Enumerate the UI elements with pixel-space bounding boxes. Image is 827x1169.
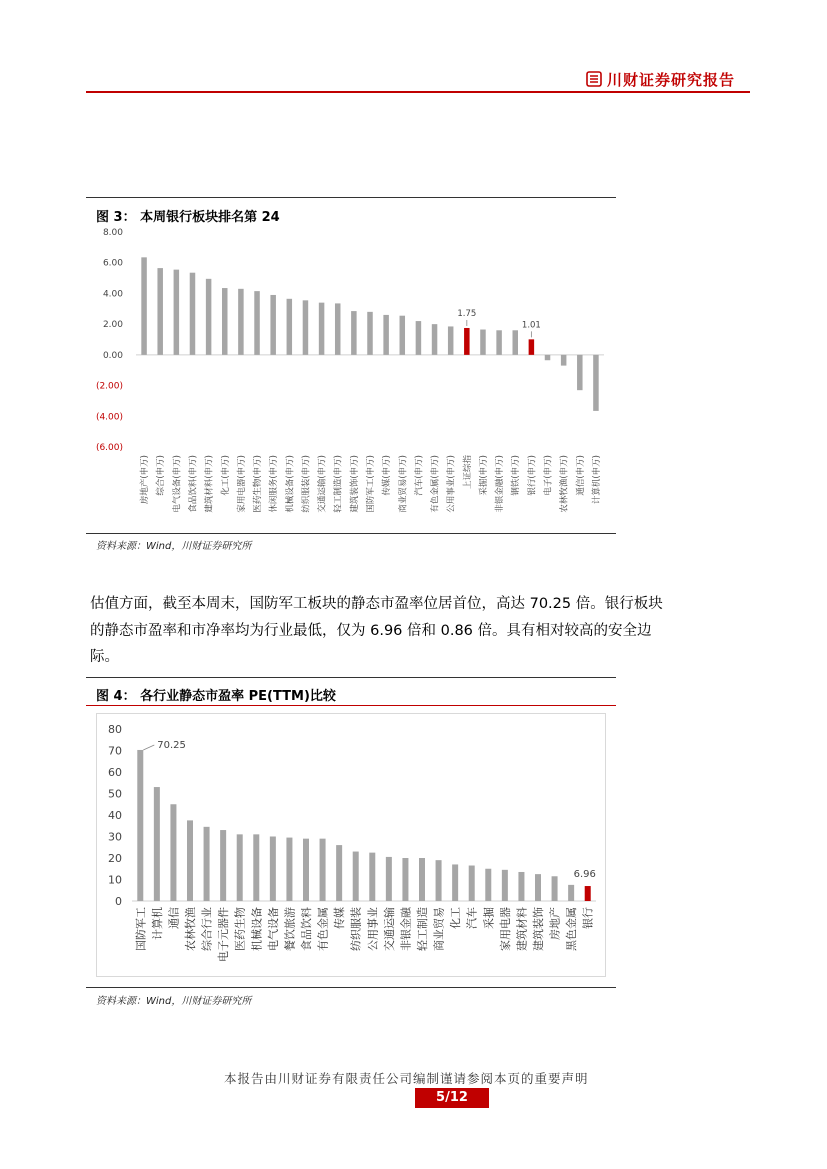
- bar: [319, 303, 325, 355]
- bar: [238, 289, 244, 355]
- x-tick-label: 传媒(申万): [382, 455, 393, 496]
- x-tick-label: 上证综指: [462, 455, 473, 490]
- bar: [480, 330, 486, 355]
- x-tick-label: 通信: [167, 907, 181, 929]
- x-tick-label: 轻工制造: [416, 907, 429, 951]
- bar: [552, 876, 558, 901]
- x-tick-label: 计算机(申万): [591, 455, 602, 505]
- x-tick-label: 医药生物(申万): [253, 455, 264, 513]
- x-tick-label: 交通运输: [382, 907, 396, 951]
- bar: [561, 355, 567, 366]
- y-tick-label: (4.00): [95, 412, 123, 423]
- bar: [464, 328, 470, 355]
- x-tick-label: 食品饮料: [300, 907, 313, 951]
- x-tick-label: 采掘(申万): [478, 455, 489, 496]
- bar: [518, 872, 524, 901]
- x-tick-label: 建筑装饰: [532, 907, 545, 951]
- bar: [335, 303, 341, 354]
- x-tick-label: 机械设备(申万): [285, 455, 296, 513]
- data-label: 6.96: [573, 869, 596, 881]
- figure4-source: 资料来源：Wind，川财证券研究所: [96, 996, 252, 1007]
- footer-disclaimer: 本报告由川财证券有限责任公司编制谨请参阅本页的重要声明: [224, 1071, 589, 1086]
- x-tick-label: 纺织服装: [349, 907, 363, 951]
- bar: [174, 270, 180, 355]
- bar: [577, 355, 583, 390]
- page-number: 5/12: [415, 1088, 489, 1108]
- x-tick-label: 综合(申万): [156, 455, 167, 496]
- y-tick-label: (2.00): [95, 381, 123, 392]
- bar: [436, 860, 442, 901]
- x-tick-label: 银行(申万): [527, 455, 538, 496]
- y-tick-label: 0: [115, 895, 122, 908]
- bar: [419, 858, 425, 901]
- y-tick-label: (6.00): [95, 443, 123, 453]
- x-tick-label: 公用事业: [366, 907, 380, 951]
- bar: [448, 326, 454, 354]
- figure3-bottom-rule: [86, 533, 616, 534]
- x-tick-label: 交通运输(申万): [317, 455, 328, 513]
- header-brand: 川财证券研究报告: [607, 71, 736, 89]
- x-tick-label: 机械设备: [250, 907, 264, 951]
- x-tick-label: 采掘: [482, 907, 496, 929]
- x-tick-label: 综合行业: [200, 907, 214, 951]
- figure3-source: 资料来源：Wind，川财证券研究所: [96, 541, 252, 552]
- bar: [170, 804, 176, 901]
- bar: [270, 837, 276, 902]
- x-tick-label: 计算机: [150, 907, 164, 940]
- x-tick-label: 公用事业(申万): [446, 455, 457, 513]
- figure3-top-rule: [86, 197, 616, 198]
- bar: [157, 268, 163, 355]
- bar: [593, 355, 599, 411]
- paragraph-line: 的静态市盈率和市净率均为行业最低，仅为 6.96 倍和 0.86 倍。具有相对较高的安全边: [90, 623, 652, 639]
- bar: [432, 324, 438, 355]
- paragraph-line: 际。: [90, 649, 119, 665]
- x-tick-label: 农林牧渔(申万): [559, 454, 570, 513]
- bar: [137, 750, 143, 901]
- bar: [535, 874, 541, 901]
- bar: [270, 295, 276, 355]
- bar: [502, 870, 508, 901]
- bar: [237, 834, 243, 901]
- paragraph-line: 估值方面，截至本周末，国防军工板块的静态市盈率位居首位，高达 70.25 倍。银行板块: [90, 596, 663, 612]
- figure4-chart: [96, 713, 606, 977]
- logo-icon: [586, 71, 602, 87]
- figure4-bottom-rule: [86, 987, 616, 988]
- data-label: 1.75: [457, 308, 477, 319]
- bar: [206, 279, 212, 355]
- figure4-title-rule: [86, 705, 616, 706]
- bar: [204, 827, 210, 901]
- bar: [351, 311, 357, 355]
- bar: [369, 853, 375, 901]
- x-tick-label: 建筑材料: [515, 907, 529, 951]
- x-tick-label: 轻工制造(申万): [333, 455, 344, 513]
- x-tick-label: 黑色金属: [565, 907, 579, 951]
- y-tick-label: 40: [108, 809, 122, 822]
- bar: [367, 312, 373, 355]
- x-tick-label: 非银金融: [399, 907, 413, 951]
- data-label-leader: [143, 745, 154, 750]
- bar: [303, 300, 309, 355]
- bar: [220, 830, 226, 901]
- bar: [512, 330, 518, 355]
- figure3-chart: [86, 226, 616, 532]
- x-tick-label: 银行: [581, 907, 595, 929]
- x-tick-label: 钢铁(申万): [511, 455, 522, 496]
- data-label: 1.01: [521, 320, 541, 331]
- bar: [585, 886, 591, 901]
- bar: [222, 288, 228, 355]
- y-tick-label: 80: [108, 723, 122, 736]
- data-label: 70.25: [157, 739, 186, 751]
- x-tick-label: 电气设备: [266, 907, 280, 951]
- bar: [286, 838, 292, 901]
- bar: [485, 869, 491, 901]
- bar: [402, 858, 408, 901]
- x-tick-label: 电子元器件: [217, 907, 231, 962]
- x-tick-label: 家用电器(申万): [236, 455, 247, 513]
- x-tick-label: 汽车(申万): [414, 455, 425, 496]
- x-tick-label: 餐饮旅游: [283, 907, 297, 951]
- x-tick-label: 传媒: [333, 907, 347, 929]
- bar: [190, 273, 196, 355]
- header-divider: [86, 91, 750, 93]
- x-tick-label: 纺织服装(申万): [301, 455, 312, 513]
- x-tick-label: 化工(申万): [220, 455, 231, 496]
- bar: [154, 787, 160, 901]
- bar: [496, 330, 502, 355]
- x-tick-label: 食品饮料(申万): [188, 455, 199, 513]
- bar: [400, 316, 406, 355]
- y-tick-label: 6.00: [102, 258, 123, 269]
- bar: [386, 857, 392, 901]
- y-tick-label: 8.00: [102, 228, 123, 238]
- y-tick-label: 2.00: [102, 320, 123, 331]
- y-tick-label: 30: [108, 830, 122, 844]
- bar: [141, 257, 147, 355]
- x-tick-label: 有色金属(申万): [430, 455, 441, 513]
- y-tick-label: 4.00: [102, 289, 123, 300]
- bar: [254, 291, 260, 355]
- x-tick-label: 电气设备(申万): [172, 455, 183, 513]
- x-tick-label: 通信(申万): [575, 455, 586, 496]
- x-tick-label: 建筑装饰(申万): [349, 455, 360, 513]
- bar: [416, 321, 422, 355]
- bar: [320, 839, 326, 901]
- x-tick-label: 家用电器: [498, 907, 512, 951]
- bar: [452, 864, 458, 901]
- bar: [336, 845, 342, 901]
- y-tick-label: 60: [108, 766, 122, 779]
- figure3-title: 图 3： 本周银行板块排名第 24: [96, 210, 280, 225]
- bar: [383, 315, 389, 355]
- y-tick-label: 70: [108, 744, 122, 758]
- x-tick-label: 房地产: [548, 907, 562, 940]
- x-tick-label: 医药生物: [233, 907, 247, 951]
- x-tick-label: 非银金融(申万): [495, 455, 506, 513]
- x-tick-label: 化工: [449, 907, 463, 929]
- bar: [303, 839, 309, 901]
- bar: [568, 885, 574, 901]
- bar: [253, 834, 259, 901]
- y-tick-label: 50: [108, 787, 122, 801]
- x-tick-label: 农林牧渔: [184, 907, 197, 951]
- bar: [545, 355, 551, 360]
- x-tick-label: 汽车: [465, 907, 479, 929]
- x-tick-label: 商业贸易(申万): [398, 455, 409, 513]
- x-tick-label: 休闲服务(申万): [269, 455, 280, 513]
- bar: [353, 852, 359, 901]
- x-tick-label: 房地产(申万): [140, 455, 151, 505]
- bar: [287, 299, 293, 355]
- x-tick-label: 国防军工: [134, 907, 148, 951]
- figure4-title: 图 4： 各行业静态市盈率 PE(TTM)比较: [96, 689, 336, 704]
- bar: [529, 339, 535, 355]
- figure4-top-rule: [86, 677, 616, 678]
- x-tick-label: 有色金属: [316, 907, 330, 951]
- y-tick-label: 10: [108, 873, 122, 887]
- x-tick-label: 国防军工(申万): [366, 455, 376, 513]
- bar: [469, 866, 475, 901]
- y-tick-label: 20: [108, 852, 122, 865]
- x-tick-label: 电子(申万): [543, 455, 554, 496]
- bar: [187, 820, 193, 901]
- x-tick-label: 商业贸易: [432, 907, 446, 951]
- y-tick-label: 0.00: [102, 350, 123, 361]
- x-tick-label: 建筑材料(申万): [204, 455, 215, 513]
